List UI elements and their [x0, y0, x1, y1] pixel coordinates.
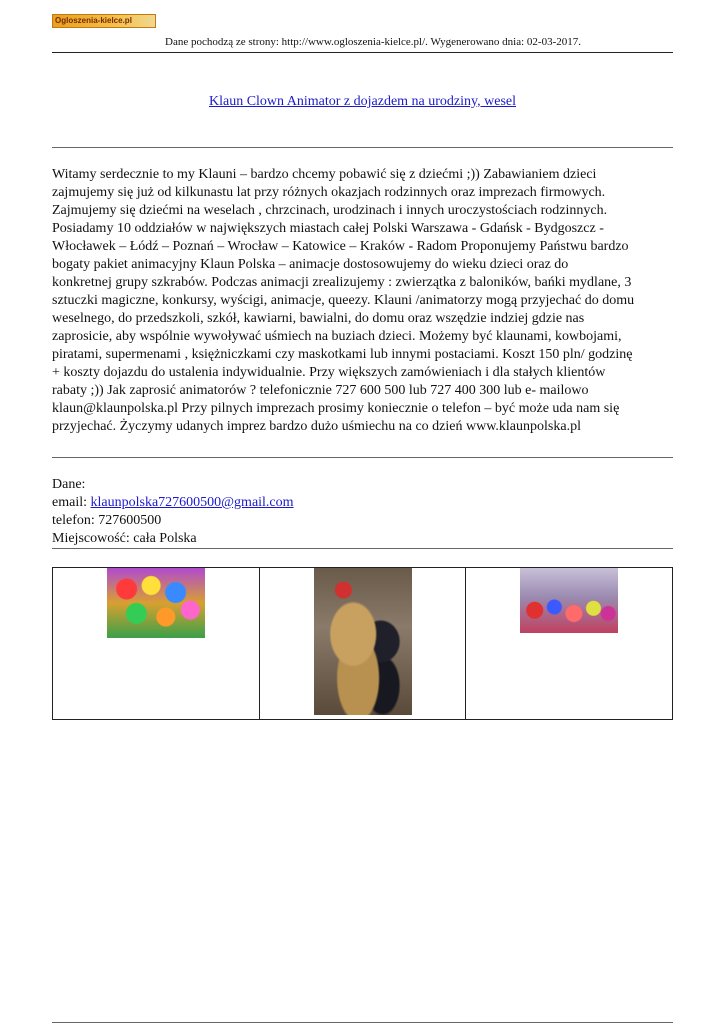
title-divider	[52, 147, 673, 148]
description-line: Posiadamy 10 oddziałów w największych miastach całej Polski Warszawa - Gdańsk - Bydgoszcz -	[52, 221, 604, 236]
gallery-cell	[53, 568, 260, 719]
listing-description	[52, 166, 677, 436]
email-row	[52, 494, 294, 512]
description-line: zaprosicie, aby wspólnie wywoływać uśmiech na buziach dzieci. Możemy być klaunami, kowbojami,	[52, 329, 622, 344]
gallery-cell	[260, 568, 467, 719]
description-line: Włocławek – Łódź – Poznań – Wrocław – Katowice – Kraków - Radom Proponujemy Państwu bardzo	[52, 239, 629, 254]
site-logo	[52, 14, 156, 28]
contact-divider	[52, 548, 673, 549]
phone-row: telefon: 727600500	[52, 513, 162, 528]
description-line: przyjechać. Życzymy udanych imprez bardzo dużo uśmiechu na co dzień www.klaunpolska.pl	[52, 419, 581, 434]
description-line: rabaty ;)) Jak zaprosić animatorów ? telefonicznie 727 600 500 lub 727 400 300 lub e- mailowo	[52, 383, 589, 398]
description-line: sztuczki magiczne, konkursy, wyścigi, animacje, queezy. Klauni /animatorzy mogą przyjechać do domu	[52, 293, 635, 308]
source-line: Dane pochodzą ze strony: http://www.ogloszenia-kielce.pl/. Wygenerowano dnia: 02-03-2017.	[165, 36, 581, 48]
gallery-cell	[466, 568, 672, 719]
photo-gallery	[52, 567, 673, 720]
description-divider	[52, 457, 673, 458]
description-line: klaun@klaunpolska.pl Przy pilnych imprezach prosimy koniecznie o telefon – być może uda nam się	[52, 401, 620, 416]
description-line: + koszty dojazdu do ustalenia indywidualnie. Przy większych zamówieniach i dla stałych klientów	[52, 365, 606, 380]
contact-section	[52, 476, 294, 548]
listing-title-link[interactable]: Klaun Clown Animator z dojazdem na urodziny, wesel	[208, 94, 516, 109]
description-line: Zajmujemy się dziećmi na weselach , chrzcinach, urodzinach i innych uroczystościach rodzinnych.	[52, 203, 608, 218]
footer-divider	[52, 1022, 673, 1023]
contact-heading: Dane:	[52, 477, 86, 492]
party-group-photo[interactable]	[520, 568, 618, 633]
email-link[interactable]: klaunpolska727600500@gmail.com	[90, 495, 294, 510]
clowns-photo[interactable]	[107, 568, 205, 638]
description-line: piratami, supermenami , księżniczkami czy maskotkami lub innymi postaciami. Koszt 150 pln/ godzinę	[52, 347, 633, 362]
site-logo-text: Ogloszenia-kielce.pl	[55, 16, 132, 25]
description-line: weselnego, do przedszkoli, szkół, kawiarni, bawialni, do domu oraz wszędzie indziej gdzie nas	[52, 311, 585, 326]
description-line: konkretnej grupy szkrabów. Podczas animacji zrealizujemy : zwierzątka z baloników, bańki mydlane, 3	[52, 275, 632, 290]
description-line: bogaty pakiet animacyjny Klaun Polska – animacje dostosowujemy do wieku dzieci oraz do	[52, 257, 569, 272]
location-row: Miejscowość: cała Polska	[52, 531, 197, 546]
description-line: zajmujemy się już od kilkunastu lat przy różnych okazjach rodzinnych oraz imprezach firmowych.	[52, 185, 606, 200]
description-line: Witamy serdecznie to my Klauni – bardzo chcemy pobawić się z dziećmi ;)) Zabawianiem dzieci	[52, 167, 597, 182]
mascots-photo[interactable]	[314, 568, 412, 715]
header-divider	[52, 52, 673, 53]
email-label: email:	[52, 495, 91, 510]
